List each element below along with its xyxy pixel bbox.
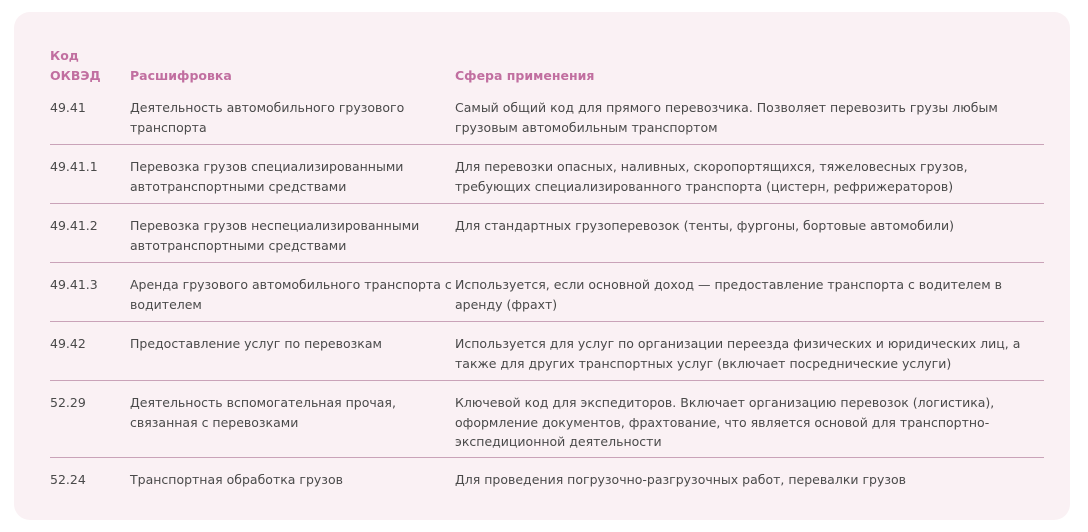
table-row xyxy=(50,263,1044,322)
cell-code: 49.41.1 xyxy=(50,159,98,174)
cell-scope: Используется для услуг по организации переезда физических и юридических лиц, а также для других транспортных услуг (включает посреднические услуги) xyxy=(455,336,1021,371)
table-row xyxy=(50,381,1044,458)
okved-table-card xyxy=(14,12,1070,520)
table-header-row xyxy=(50,40,1044,86)
cell-description: Аренда грузового автомобильного транспорта с водителем xyxy=(130,277,452,312)
table-row xyxy=(50,458,1044,498)
cell-code: 49.41 xyxy=(50,100,86,115)
cell-code: 49.42 xyxy=(50,336,86,351)
cell-code: 52.29 xyxy=(50,395,86,410)
cell-description: Предоставление услуг по перевозкам xyxy=(130,336,382,351)
cell-description: Деятельность автомобильного грузового транспорта xyxy=(130,100,405,135)
header-scope: Сфера применения xyxy=(455,68,595,83)
cell-code: 49.41.3 xyxy=(50,277,98,292)
table-row xyxy=(50,145,1044,204)
cell-code: 49.41.2 xyxy=(50,218,98,233)
cell-scope: Используется, если основной доход — предоставление транспорта с водителем в аренду (фрахт) xyxy=(455,277,1003,312)
header-code: Код ОКВЭД xyxy=(50,48,101,83)
table-row xyxy=(50,86,1044,145)
cell-scope: Самый общий код для прямого перевозчика. Позволяет перевозить грузы любым грузовым автомобильным транспортом xyxy=(455,100,998,135)
cell-scope: Для проведения погрузочно-разгрузочных работ, перевалки грузов xyxy=(455,472,907,487)
okved-table xyxy=(50,40,1044,498)
cell-description: Деятельность вспомогательная прочая, связанная с перевозками xyxy=(130,395,396,430)
cell-code: 52.24 xyxy=(50,472,86,487)
cell-description: Транспортная обработка грузов xyxy=(130,472,343,487)
table-row xyxy=(50,204,1044,263)
table-row xyxy=(50,322,1044,381)
header-description: Расшифровка xyxy=(130,68,232,83)
cell-description: Перевозка грузов неспециализированными автотранспортными средствами xyxy=(130,218,420,253)
cell-scope: Для перевозки опасных, наливных, скоропортящихся, тяжеловесных грузов, требующих специализированного транспорта (цистерн, рефрижераторов) xyxy=(455,159,968,194)
cell-scope: Для стандартных грузоперевозок (тенты, фургоны, бортовые автомобили) xyxy=(455,218,954,233)
cell-description: Перевозка грузов специализированными автотранспортными средствами xyxy=(130,159,404,194)
cell-scope: Ключевой код для экспедиторов. Включает организацию перевозок (логистика), оформление документов, фрахтование, что является основой для транспортно-экспедиционной деятельности xyxy=(455,395,995,449)
